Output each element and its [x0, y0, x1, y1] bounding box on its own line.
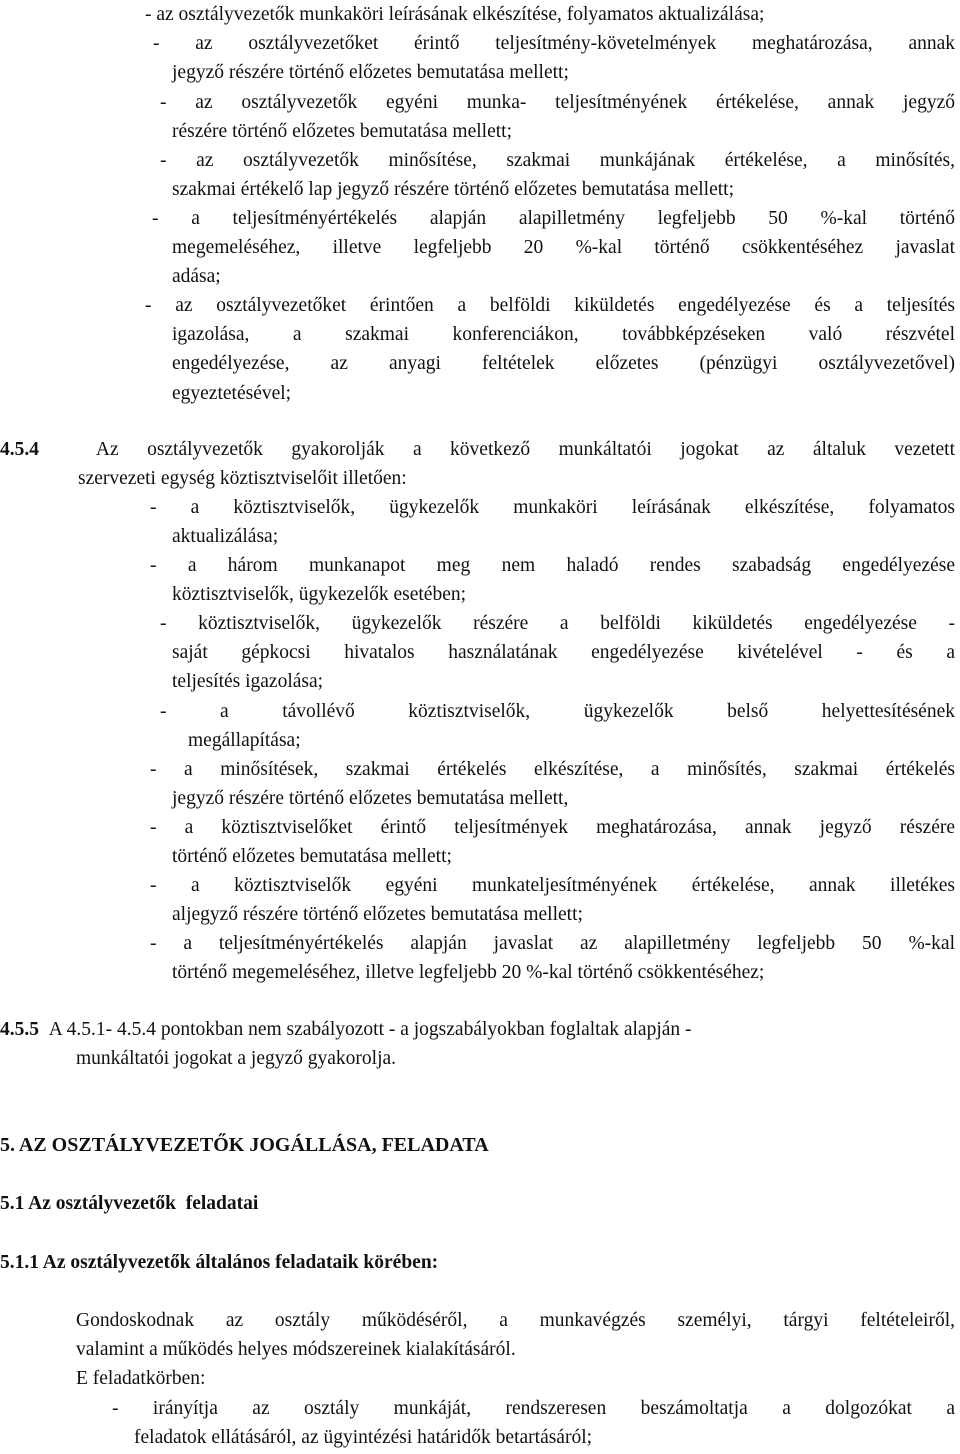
list-item-line: - a köztisztviselők egyéni munkateljesítményének értékelése, annak illetékes: [150, 875, 955, 896]
list-item-line: - irányítja az osztály munkáját, rendszeresen beszámoltatja a dolgozókat a: [112, 1398, 955, 1419]
heading-5-1-1: 5.1.1 Az osztályvezetők általános feladataik körében:: [0, 1252, 439, 1273]
list-item: [160, 609, 955, 697]
list-item: [150, 755, 955, 813]
list-item: [150, 929, 955, 987]
list-item-line: igazolása, a szakmai konferenciákon, továbbképzéseken való részvétel: [172, 324, 955, 346]
paragraph: [76, 1364, 955, 1393]
paragraph-line: E feladatkörben:: [76, 1368, 206, 1389]
list-item-line: jegyző részére történő előzetes bemutatása mellett,: [172, 788, 569, 810]
list-item-line: - a teljesítményértékelés alapján alapilletmény legfeljebb 50 %-kal történő: [152, 208, 955, 229]
list-item: [160, 88, 955, 146]
section-4-5-5: [0, 1015, 955, 1073]
list-item-line: történő megemeléséhez, illetve legfeljebb 20 %-kal történő csökkentéséhez;: [172, 962, 765, 984]
list-item-line: szakmai értékelő lap jegyző részére történő előzetes bemutatása mellett;: [172, 179, 734, 201]
list-item: [145, 29, 955, 87]
list-item: [145, 0, 955, 29]
list-item-line: részére történő előzetes bemutatása mellett;: [172, 121, 513, 143]
list-item: [150, 871, 955, 929]
section-4-5-4-intro: [0, 435, 955, 493]
paragraph-line: valamint a működés helyes módszereinek kialakításáról.: [76, 1339, 516, 1361]
list-item-line: megemeléséhez, illetve legfeljebb 20 %-kal történő csökkentéséhez javaslat: [172, 237, 955, 259]
list-item-line: - a három munkanapot meg nem haladó rendes szabadság engedélyezése: [150, 555, 955, 576]
list-item-line: saját gépkocsi hivatalos használatának engedélyezése kivételével - és a: [172, 642, 955, 664]
list-item-line: teljesítés igazolása;: [172, 671, 324, 693]
section-intro-text: Az osztályvezetők gyakorolják a következő munkáltatói jogokat az általuk vezetett: [95, 439, 956, 460]
list-item: [112, 1394, 955, 1452]
list-item-line: - az osztályvezetők minősítése, szakmai munkájának értékelése, a minősítés,: [160, 150, 955, 171]
list-item: [150, 813, 955, 871]
section-number: 4.5.4: [0, 439, 39, 460]
list-item-line: történő előzetes bemutatása mellett;: [172, 846, 452, 868]
paragraph: [76, 1306, 955, 1364]
list-item-line: feladatok ellátásáról, az ügyintézési határidők betartásáról;: [134, 1427, 593, 1449]
list-item-line: - az osztályvezetők egyéni munka- teljesítményének értékelése, annak jegyző: [160, 92, 955, 113]
list-item-line: - a minősítések, szakmai értékelés elkészítése, a minősítés, szakmai értékelés: [150, 759, 955, 780]
list-item-line: - köztisztviselők, ügykezelők részére a belföldi kiküldetés engedélyezése -: [160, 613, 955, 634]
paragraph-line: Gondoskodnak az osztály működéséről, a munkavégzés személyi, tárgyi feltételeiről,: [76, 1310, 955, 1331]
list-item-line: adása;: [172, 266, 221, 288]
list-item-line: - az osztályvezetők munkaköri leírásának elkészítése, folyamatos aktualizálása;: [145, 4, 765, 25]
list-item-line: jegyző részére történő előzetes bemutatása mellett;: [172, 62, 569, 84]
section-text: A 4.5.1- 4.5.4 pontokban nem szabályozott - a jogszabályokban foglaltak alapján -: [48, 1019, 692, 1040]
list-item-line: megállapítása;: [188, 730, 301, 752]
list-item: [152, 204, 955, 292]
list-item-line: - az osztályvezetőket érintően a belföldi kiküldetés engedélyezése és a teljesítés: [145, 295, 955, 316]
list-item-line: aktualizálása;: [172, 526, 279, 548]
section-text: munkáltatói jogokat a jegyző gyakorolja.: [76, 1048, 397, 1070]
list-item: [160, 146, 955, 204]
list-item-line: engedélyezése, az anyagi feltételek előzetes (pénzügyi osztályvezetővel): [172, 353, 955, 375]
list-item-line: - a köztisztviselőket érintő teljesítmények meghatározása, annak jegyző részére: [150, 817, 955, 838]
list-item-line: - a köztisztviselők, ügykezelők munkaköri leírásának elkészítése, folyamatos: [150, 497, 955, 518]
list-item: [160, 697, 955, 755]
list-item-line: köztisztviselők, ügykezelők esetében;: [172, 584, 467, 606]
list-item: [145, 291, 955, 408]
list-item: [150, 551, 955, 609]
heading-5-1: 5.1 Az osztályvezetők feladatai: [0, 1193, 259, 1214]
list-item-line: aljegyző részére történő előzetes bemutatása mellett;: [172, 904, 583, 926]
section-number: 4.5.5: [0, 1019, 39, 1040]
section-intro-text: szervezeti egység köztisztviselőit illetően:: [78, 468, 407, 490]
list-item-line: - az osztályvezetőket érintő teljesítmény-követelmények meghatározása, annak: [153, 33, 955, 54]
list-item-line: egyeztetésével;: [172, 382, 292, 404]
list-item-line: - a teljesítményértékelés alapján javaslat az alapilletmény legfeljebb 50 %-kal: [150, 933, 955, 954]
list-item: [150, 493, 955, 551]
heading-chapter-5: 5. AZ OSZTÁLYVEZETŐK JOGÁLLÁSA, FELADATA: [0, 1134, 489, 1156]
list-item-line: - a távollévő köztisztviselők, ügykezelők belső helyettesítésének: [160, 701, 955, 722]
